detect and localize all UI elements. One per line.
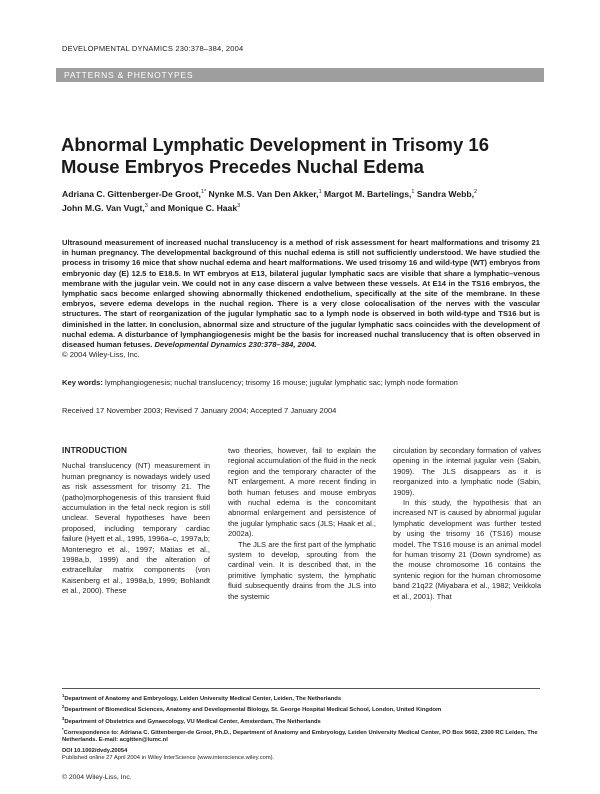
author-name: Nynke M.S. Van Den Akker,	[206, 188, 319, 199]
author-affiliation-marker: 3	[237, 202, 241, 209]
paragraph: Nuchal translucency (NT) measurement in human pregnancy is nowadays widely used as risk assessment for trisomy 21. The (patho)morphogenesis of this transient fluid accumulation in the fetal neck region is still unclear. Several hypotheses have been proposed, including temporary cardiac failure (Hyett et al., 1995, 1996a–c, 1997a,b; Montenegro et al., 1997; Matias et al., 1998a,b, 1999) and the alteration of extracellular matrix components (von Kaisenberg et al., 1998a,b, 1999; Bohlandt et al., 2000). These	[62, 461, 211, 596]
author-affiliation-marker: 3	[144, 202, 148, 209]
author-name: Adriana C. Gittenberger-De Groot,	[62, 188, 201, 199]
body-column-1	[62, 446, 210, 597]
article-title: Abnormal Lymphatic Development in Trisomy 16 Mouse Embryos Precedes Nuchal Edema	[61, 134, 490, 177]
keywords	[62, 378, 542, 387]
section-label: PATTERNS & PHENOTYPES	[64, 70, 194, 80]
author-affiliation-marker: 1	[318, 189, 322, 195]
body-column-3	[393, 446, 541, 602]
abstract-citation: Developmental Dynamics 230:378–384, 2004.	[154, 340, 317, 350]
author-name: and Monique C. Haak	[147, 202, 238, 213]
abstract	[62, 238, 540, 360]
paragraph: two theories, however, fail to explain the regional accumulation of the fluid in the neck region and the temporary character of the NT enlargement. A more recent finding in both human fetuses and mouse embryos with nuchal edema is the concomitant abnormal enlargement and persistence of the jugular lymphatic sacs (JLS; Haak et al., 2002a).	[228, 446, 377, 539]
abstract-copyright: © 2004 Wiley-Liss, Inc.	[62, 350, 140, 360]
author-name: John M.G. Van Vugt,	[62, 202, 145, 213]
author-affiliation-marker: 1*	[200, 189, 207, 195]
journal-header: DEVELOPMENTAL DYNAMICS 230:378–384, 2004	[62, 44, 244, 53]
author-affiliation-marker: 1	[411, 189, 415, 195]
published-online: Published online 27 April 2004 in Wiley InterScience (www.interscience.wiley.com).	[62, 755, 275, 762]
received-dates: Received 17 November 2003; Revised 7 January 2004; Accepted 7 January 2004	[62, 406, 337, 415]
author-name: Sandra Webb,	[414, 188, 474, 199]
doi: DOI 10.1002/dvdy.20054	[62, 747, 128, 754]
keywords-text: lymphangiogenesis; nuchal translucency; trisomy 16 mouse; jugular lymphatic sac; lymph node formation	[102, 378, 458, 387]
footnote-correspondence: *Correspondence to: Adriana C. Gittenberger-de Groot, Ph.D., Department of Anatomy and Embryology, Leiden University Medical Center, PO Box 9602, 2300 RC Leiden, The Netherlands. E-mail: acgitten@lumc.nl	[62, 726, 538, 744]
keywords-label: Key words:	[62, 378, 103, 387]
abstract-text: Ultrasound measurement of increased nuchal translucency is a method of risk assessment for heart malformations and trisomy 21 in human pregnancy. The developmental background of this nuchal edema is still not sufficiently understood. We have studied the process in trisomy 16 mice that show nuchal edema and heart malformations. We used trisomy 16 and wild-type (WT) embryos from embryonic day (E) 12.5 to E18.5. In WT embryos at E13, bilateral jugular lymphatic sacs are visible that share a lymphatic–venous membrane with the jugular vein. We could not in any case discern a valve between these vessels. At E14 in the TS16 embryos, the lymphatic sacs become enlarged showing abnormally thickened endothelium, specifically at the site of the membrane. In these embryos, severe edema develops in the nuchal region. There is a very close colocalisation of the nerves with the vascular structures. The start of reorganization of the jugular lymphatic sac to a lymph node is observed in both wild-type and TS16 but is diminished in the latter. In conclusion, abnormal size and structure of the jugular lymphatic sacs coincides with the development of nuchal edema. A disturbance of lymphangiogenesis might be the basis for increased nuchal translucency that is often observed in diseased human fetuses.	[62, 238, 540, 350]
paragraph: The JLS are the first part of the lymphatic system to develop, sprouting from the cardinal vein. It is described that, in the primitive lymphatic system, the lymphatic fluid subsequently drains from the JLS into the systemic	[228, 539, 376, 601]
paragraph: circulation by secondary formation of valves opening in the internal jugular vein (Sabin, 1909). The JLS disappears as it is reorganized into a lymphatic node (Sabin, 1909).	[393, 446, 541, 497]
footnote-divider	[62, 688, 540, 689]
author-affiliation-marker: 2	[473, 189, 478, 195]
footnote-affiliation: $^1$Department of Anatomy and Embryology, Leiden University Medical Center, Leiden, The Netherlands	[62, 693, 342, 702]
footnote-affiliation: $^3$Department of Obstetrics and Gynaecology, VU Medical Center, Amsterdam, The Netherlands	[62, 715, 321, 725]
footnotes	[62, 692, 540, 763]
page-footer-copyright: © 2004 Wiley-Liss, Inc.	[62, 774, 132, 781]
section-heading-introduction: INTRODUCTION	[62, 446, 128, 455]
footnote-affiliation: $^2$Department of Biomedical Sciences, Anatomy and Developmental Biology, St. George Hospital Medical School, London, United Kingdom	[62, 704, 442, 714]
paragraph: In this study, the hypothesis that an increased NT is caused by abnormal jugular lymphatic development was further tested by using the trisomy 16 (TS16) mouse model. The TS16 mouse is an animal model for human trisomy 21 (Down syndrome) as the mouse chromosome 16 contains the syntenic region for the human chromosome band 21q22 (Miyabara et al., 1982; Veikkola et al., 2001). That	[393, 498, 541, 601]
author-list	[62, 186, 542, 214]
author-name: Margot M. Bartelings,	[321, 188, 412, 199]
body-column-2	[228, 446, 376, 602]
